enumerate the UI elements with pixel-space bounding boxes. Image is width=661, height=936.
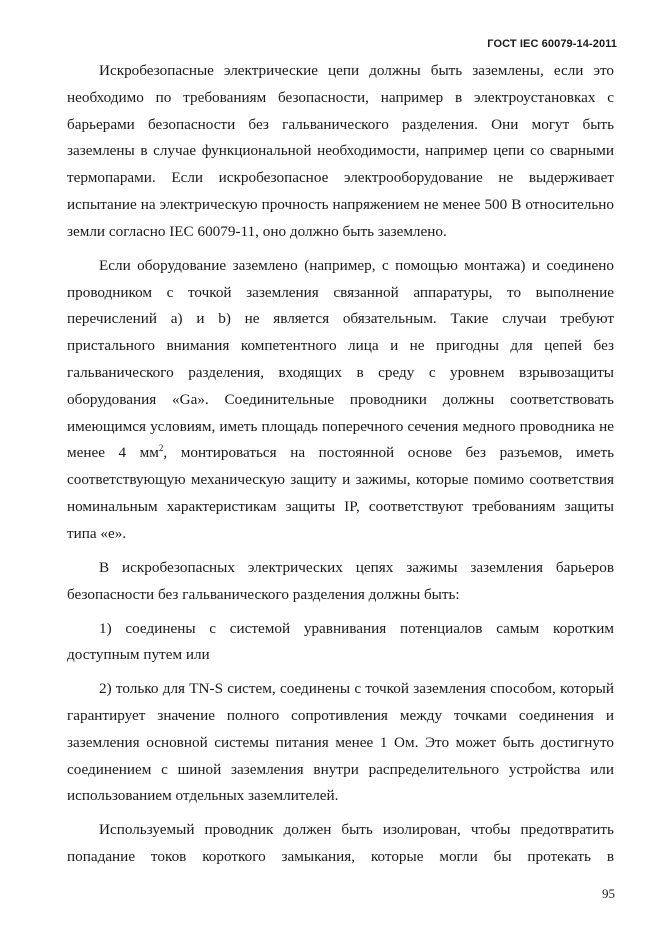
- list-item-2: 2) только для TN-S систем, соединены с точкой заземления способом, который гарантирует значение полного сопротивления между точками соединения и заземления основной системы питания менее 1 Ом. Это может быть достигнуто соединением с шиной заземления внутри распределительного устройства или использованием отдельных заземлителей.: [67, 680, 614, 805]
- paragraph-barrier-terminals: В искробезопасных электрических цепях зажимы заземления барьеров безопасности без гальванического разделения должны быть:: [67, 558, 614, 603]
- paragraph-text-after-superscript: , монтироваться на постоянной основе без разъемов, иметь соответствующую механическую защиту и зажимы, которые помимо соответствия номинальным характеристикам защиты IP, соответствуют требованиям защиты типа «е».: [67, 444, 615, 542]
- paragraph-earthed-equipment: [67, 253, 614, 548]
- body-text: [67, 58, 614, 878]
- paragraph-text-before-superscript: Если оборудование заземлено (например, с помощью монтажа) и соединено проводником с точкой заземления связанной аппаратуры, то выполнение перечислений а) и b) не является обязательным. Такие случаи требуют пристального внимания компетентного лица и не пригодны для цепей без гальванического разделения, входящих в среду с уровнем взрывозащиты оборудования «Ga». Соединительные проводники должны соответствовать имеющимся условиям, иметь площадь поперечного сечения медного проводника не менее 4 мм: [67, 256, 614, 462]
- list-item-1: 1) соединены с системой уравнивания потенциалов самым коротким доступным путем или: [67, 619, 614, 664]
- standard-header: ГОСТ IEC 60079-14-2011: [487, 38, 617, 50]
- paragraph-insulated-conductor: Используемый проводник должен быть изолирован, чтобы предотвратить попадание токов короткого замыкания, которые могли бы протекать в: [67, 821, 614, 866]
- page-number: 95: [602, 886, 615, 901]
- superscript-square: 2: [158, 443, 164, 454]
- paragraph-earthing-requirement: Искробезопасные электрические цепи должны быть заземлены, если это необходимо по требованиям безопасности, например в электроустановках с барьерами безопасности без гальванического разделения. Они могут быть заземлены в случае функциональной необходимости, например цепи со сварными термопарами. Если искробезопасное электрооборудование не выдерживает испытание на электрическую прочность напряжением не менее 500 В относительно земли согласно IEC 60079-11, оно должно быть заземлено.: [67, 62, 614, 240]
